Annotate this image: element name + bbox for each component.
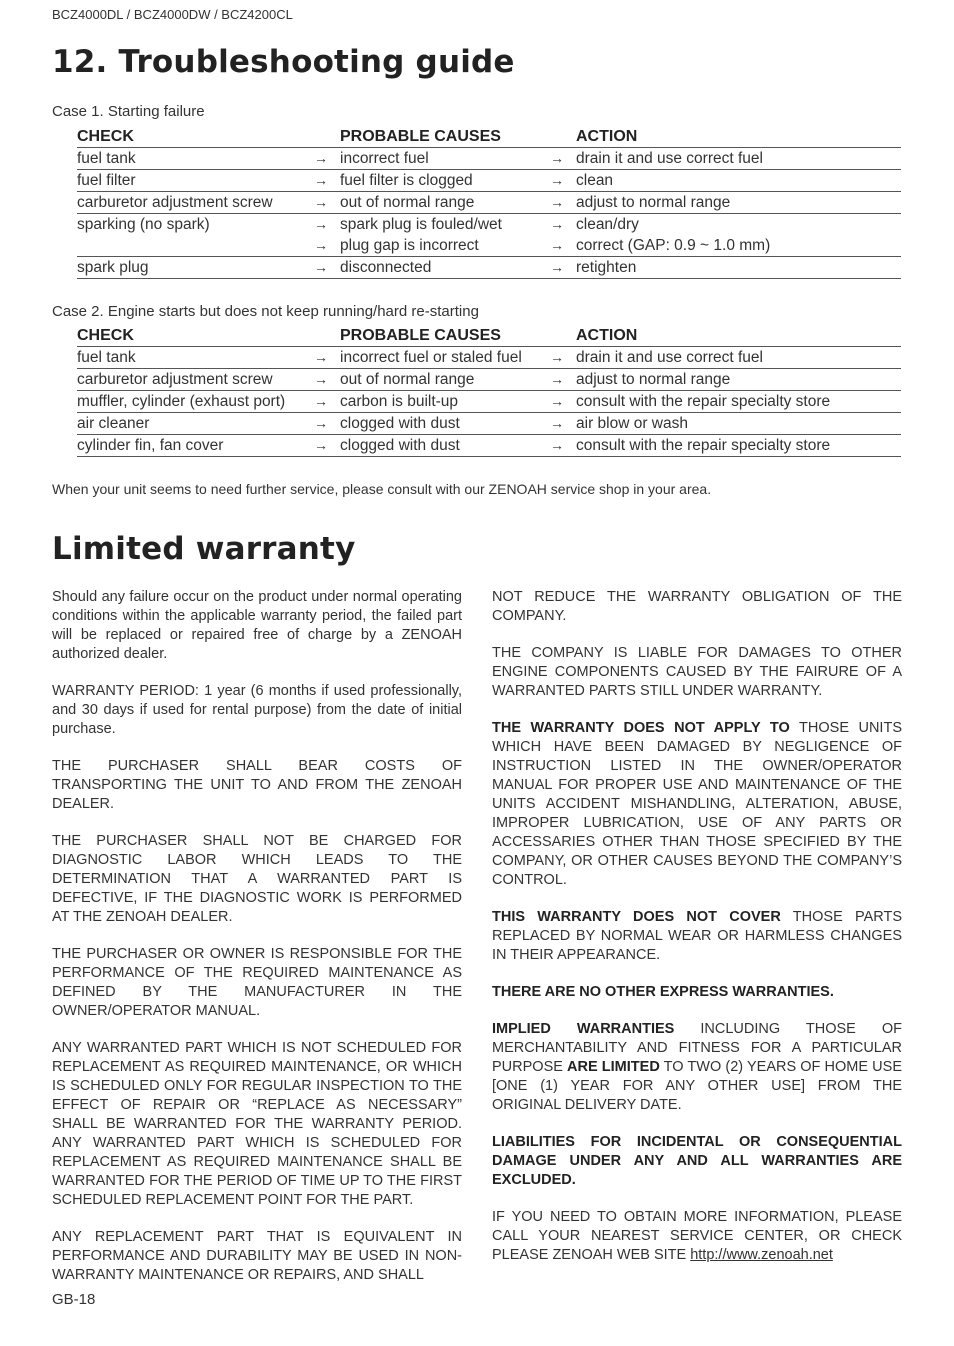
cause-cell: plug gap is incorrect — [340, 235, 550, 257]
action-cell: clean — [576, 170, 901, 192]
arrow-icon: → — [550, 257, 576, 279]
case1-table — [77, 127, 901, 279]
arrow-icon: → — [314, 435, 340, 457]
case1-label: Case 1. Starting failure — [52, 103, 205, 120]
table-row — [77, 391, 901, 413]
arrow-icon: → — [550, 347, 576, 369]
col-causes-header: PROBABLE CAUSES — [340, 127, 550, 148]
warranty-title: Limited warranty — [52, 531, 356, 567]
table-row — [77, 369, 901, 391]
warranty-maintenance-responsibility: THE PURCHASER OR OWNER IS RESPONSIBLE FOR THE PERFORMANCE OF THE REQUIRED MAINTENANCE AS DEFINED BY THE MANUFACTURER IN THE OWNER/OPERATOR MANUAL. — [52, 946, 462, 1019]
col-check-header: CHECK — [77, 326, 314, 347]
case2-label: Case 2. Engine starts but does not keep running/hard re-starting — [52, 303, 479, 320]
cause-cell: incorrect fuel — [340, 148, 550, 170]
warranty-implied: IMPLIED WARRANTIES INCLUDING THOSE OF MERCHANTABILITY AND FITNESS FOR A PARTICULAR PURPOSE ARE LIMITED TO TWO (2) YEARS OF HOME USE [ONE (1) YEAR FOR ANY OTHER USE] FROM THE ORIGINAL DELIVERY DATE. — [492, 1021, 902, 1113]
check-cell: carburetor adjustment screw — [77, 369, 314, 391]
zenoah-website-link[interactable]: http://www.zenoah.net — [690, 1247, 833, 1263]
col-action-header: ACTION — [576, 127, 901, 148]
warranty-does-not-apply: THE WARRANTY DOES NOT APPLY TO THOSE UNITS WHICH HAVE BEEN DAMAGED BY NEGLIGENCE OF INSTRUCTION LISTED IN THE OWNER/OPERATOR MANUAL FOR PROPER USE AND MAINTENANCE OF THE UNITS ACCIDENT MISHANDLING, ALTERATION, ABUSE, IMPROPER LUBRICATION, USE OF ANY PARTS OR ACCESSARIES OTHER THAN THOSE SPECIFIED BY THE COMPANY, OR OTHER CAUSES BEYOND THE COMPANY’S CONTROL. — [492, 720, 902, 888]
table-row — [77, 170, 901, 192]
table-row — [77, 347, 901, 369]
arrow-icon: → — [314, 369, 340, 391]
check-cell: cylinder fin, fan cover — [77, 435, 314, 457]
action-cell: retighten — [576, 257, 901, 279]
warranty-more-info: IF YOU NEED TO OBTAIN MORE INFORMATION, PLEASE CALL YOUR NEAREST SERVICE CENTER, OR CHECK PLEASE ZENOAH WEB SITE http://www.zenoah.net — [492, 1209, 902, 1263]
troubleshooting-title: 12. Troubleshooting guide — [52, 44, 515, 80]
col-action-header: ACTION — [576, 326, 901, 347]
table-row — [77, 235, 901, 257]
warranty-intro: Should any failure occur on the product under normal operating conditions within the applicable warranty period, the failed part will be replaced or repaired free of charge by a ZENOAH authorized dealer. — [52, 589, 462, 662]
cause-cell: out of normal range — [340, 192, 550, 214]
arrow-icon: → — [550, 148, 576, 170]
arrow-icon: → — [550, 192, 576, 214]
arrow-icon: → — [550, 413, 576, 435]
action-cell: consult with the repair specialty store — [576, 435, 901, 457]
warranty-left-column — [52, 588, 462, 1303]
arrow-icon: → — [550, 369, 576, 391]
table-row — [77, 192, 901, 214]
warranty-replacement-parts: ANY REPLACEMENT PART THAT IS EQUIVALENT IN PERFORMANCE AND DURABILITY MAY BE USED IN NON-WARRANTY MAINTENANCE OR REPAIRS, AND SHALL — [52, 1229, 462, 1283]
case2-table — [77, 326, 901, 457]
warranty-diagnostic-labor: THE PURCHASER SHALL NOT BE CHARGED FOR DIAGNOSTIC LABOR WHICH LEADS TO THE DETERMINATION THAT A WARRANTED PART IS DEFECTIVE, IF THE DIAGNOSTIC WORK IS PERFORMED AT THE ZENOAH DEALER. — [52, 833, 462, 925]
warranty-obligation: NOT REDUCE THE WARRANTY OBLIGATION OF THE COMPANY. — [492, 589, 902, 624]
action-cell: drain it and use correct fuel — [576, 148, 901, 170]
check-cell: fuel tank — [77, 347, 314, 369]
warranty-liability-damages: THE COMPANY IS LIABLE FOR DAMAGES TO OTHER ENGINE COMPONENTS CAUSED BY THE FAIRURE OF A WARRANTED PARTS STILL UNDER WARRANTY. — [492, 645, 902, 699]
cause-cell: fuel filter is clogged — [340, 170, 550, 192]
warranty-no-express: THERE ARE NO OTHER EXPRESS WARRANTIES. — [492, 984, 834, 1000]
action-cell: adjust to normal range — [576, 192, 901, 214]
arrow-icon: → — [314, 235, 340, 257]
check-cell: sparking (no spark) — [77, 216, 210, 233]
table-row — [77, 148, 901, 170]
warranty-scheduled-parts: ANY WARRANTED PART WHICH IS NOT SCHEDULED FOR REPLACEMENT AS REQUIRED MAINTENANCE, OR WHICH IS SCHEDULED ONLY FOR REGULAR INSPECTION TO THE EFFECT OF REPAIR OR “REPLACE AS NECESSARY” SHALL BE WARRANTED FOR THE WARRANTY PERIOD. ANY WARRANTED PART WHICH IS SCHEDULED FOR REPLACEMENT AS REQUIRED MAINTENANCE SHALL BE WARRANTED FOR THE PERIOD OF TIME UP TO THE FIRST SCHEDULED REPLACEMENT POINT FOR THE PART. — [52, 1040, 462, 1208]
service-note: When your unit seems to need further service, please consult with our ZENOAH service shop in your area. — [52, 481, 712, 497]
arrow-icon: → — [314, 192, 340, 214]
arrow-icon: → — [550, 391, 576, 413]
arrow-icon: → — [314, 170, 340, 192]
warranty-period: WARRANTY PERIOD: 1 year (6 months if used professionally, and 30 days if used for rental purpose) from the date of initial purchase. — [52, 683, 463, 737]
arrow-icon: → — [314, 148, 340, 170]
model-header: BCZ4000DL / BCZ4000DW / BCZ4200CL — [52, 7, 293, 22]
action-cell: consult with the repair specialty store — [576, 391, 901, 413]
check-cell: fuel tank — [77, 148, 314, 170]
arrow-icon: → — [314, 391, 340, 413]
arrow-icon: → — [550, 216, 564, 232]
table-row — [77, 257, 901, 279]
warranty-right-column — [492, 588, 902, 1283]
check-cell — [77, 235, 314, 257]
cause-cell: clogged with dust — [340, 413, 550, 435]
cause-cell: clogged with dust — [340, 435, 550, 457]
cause-cell: out of normal range — [340, 369, 550, 391]
action-cell: correct (GAP: 0.9 ~ 1.0 mm) — [576, 235, 901, 257]
cause-cell: spark plug is fouled/wet — [340, 216, 502, 233]
table-row — [77, 214, 901, 236]
arrow-icon: → — [314, 257, 340, 279]
arrow-icon: → — [550, 235, 576, 257]
page-number: GB-18 — [52, 1291, 96, 1308]
arrow-icon: → — [314, 347, 340, 369]
check-cell: fuel filter — [77, 170, 314, 192]
cause-cell: carbon is built-up — [340, 391, 550, 413]
col-check-header: CHECK — [77, 127, 314, 148]
check-cell: air cleaner — [77, 413, 314, 435]
cause-cell: disconnected — [340, 257, 550, 279]
action-cell: drain it and use correct fuel — [576, 347, 901, 369]
warranty-liabilities-excluded: LIABILITIES FOR INCIDENTAL OR CONSEQUENTIAL DAMAGE UNDER ANY AND ALL WARRANTIES ARE EXCLUDED. — [492, 1134, 902, 1188]
warranty-transport-costs: THE PURCHASER SHALL BEAR COSTS OF TRANSPORTING THE UNIT TO AND FROM THE ZENOAH DEALER. — [52, 758, 462, 812]
action-cell: adjust to normal range — [576, 369, 901, 391]
col-causes-header: PROBABLE CAUSES — [340, 326, 550, 347]
check-cell: muffler, cylinder (exhaust port) — [77, 391, 314, 413]
arrow-icon: → — [314, 216, 328, 232]
table-row — [77, 413, 901, 435]
check-cell: spark plug — [77, 257, 314, 279]
action-cell: air blow or wash — [576, 413, 901, 435]
arrow-icon: → — [550, 170, 576, 192]
table-row — [77, 435, 901, 457]
check-cell: carburetor adjustment screw — [77, 192, 314, 214]
action-cell: clean/dry — [576, 216, 639, 233]
arrow-icon: → — [314, 413, 340, 435]
warranty-does-not-cover: THIS WARRANTY DOES NOT COVER THOSE PARTS REPLACED BY NORMAL WEAR OR HARMLESS CHANGES IN THEIR APPEARANCE. — [492, 909, 903, 963]
arrow-icon: → — [550, 435, 576, 457]
cause-cell: incorrect fuel or staled fuel — [340, 347, 550, 369]
